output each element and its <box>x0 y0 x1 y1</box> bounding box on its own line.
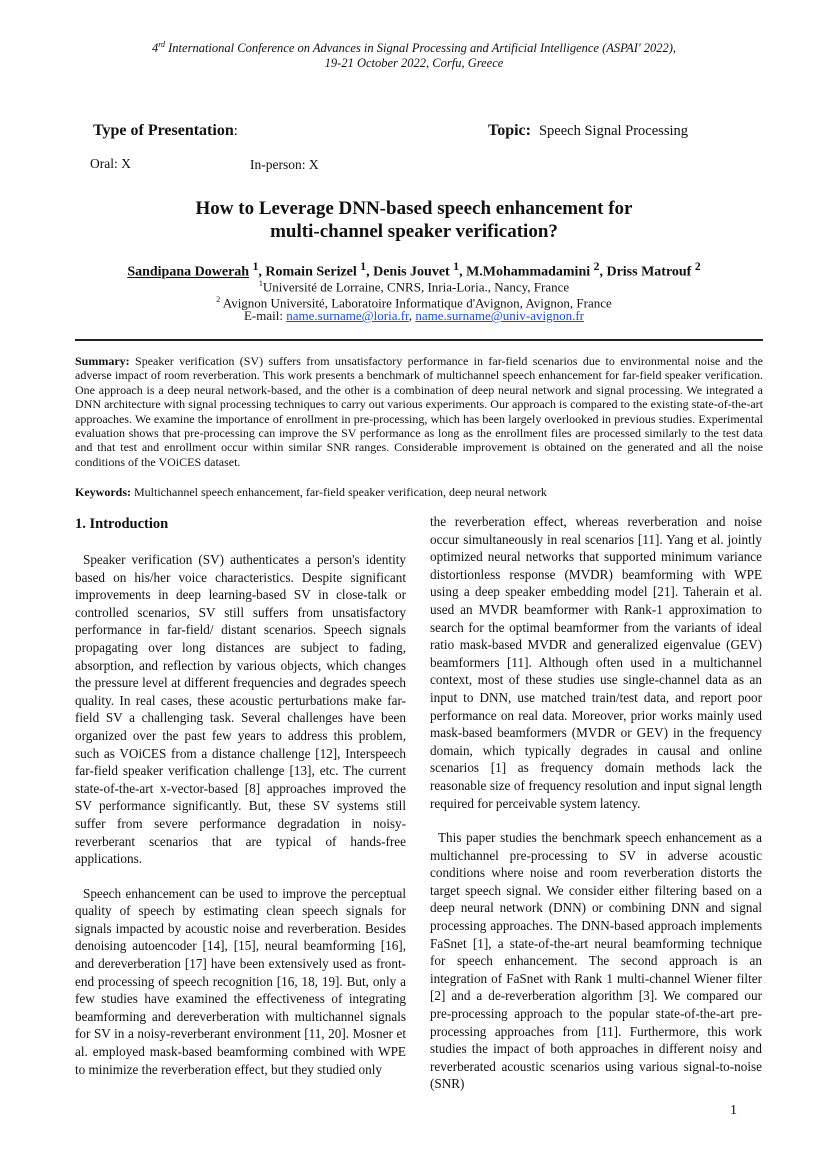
header-divider <box>75 339 763 341</box>
email-label: E-mail: <box>243 308 287 323</box>
paper-title <box>0 197 828 243</box>
paragraph: Speaker verification (SV) authenticates a person's identity based on his/her voice characteristics. Despite significant improvements in deep learning-based SV in close-talk or controlled scenarios, SV still suffers from unsatisfactory performance in far-field/ distant scenarios. Speech signals propagating over long distances are subject to fading, absorption, and reflection by various objects, which changes the pressure level at different frequencies and degrades speech quality. In real cases, these acoustic perturbations make far-field SV a challenging task. Several challenges have been organized over the past few years to address this problem, such as VOiCES from a distance challenge [12], Interspeech far-field speaker verification challenge [13], etc. The current state-of-the-art x-vector-based [8] approaches improved the SV performance significantly. But, these SV systems still suffer from severe performance degradation in noisy-reverberant scenarios that are typical of hands-free applications. <box>75 552 406 867</box>
affiliation-number: 2 <box>216 295 221 304</box>
author-name: Romain Serizel <box>265 264 357 280</box>
title-line-2: multi-channel speaker verification? <box>270 221 558 242</box>
paragraph: This paper studies the benchmark speech enhancement as a multichannel pre-processing to SV in adverse acoustic conditions where noise and room reverberation distorts the target speech signal. We consider either filtering based on a deep neural network (DNN) or combining DNN and signal processing approaches. The DNN-based approach implements FaSnet [1], a state-of-the-art neural beamforming technique for speech enhancement. The second approach is an integration of FaSnet with Rank 1 multi-channel Wiener filter [2] and a de-reverberation algorithm [3]. We compared our pre-processing approach to the popular state-of-the-art pre-processing approaches from [11]. Furthermore, this work studies the impact of both approaches in different noisy and reverberated acoustic scenarios using various signal-to-noise (SNR) <box>430 830 762 1092</box>
email-link-loria[interactable]: name.surname@loria.fr <box>286 308 409 323</box>
author-affiliation-mark: 1 <box>360 260 367 273</box>
title-line-1: How to Leverage DNN-based speech enhancement for <box>195 198 633 219</box>
topic <box>488 122 688 140</box>
oral-field: Oral: X <box>90 156 131 171</box>
summary <box>75 354 763 469</box>
ordinal-suffix: rd <box>158 40 166 49</box>
conference-ordinal: 4 <box>151 41 159 56</box>
author-name: Denis Jouvet <box>373 264 450 280</box>
paragraph: the reverberation effect, whereas reverberation and noise occur simultaneously in real scenarios [11]. Yang et al. jointly optimized neural networks that supported minimum variance distortionless response (MVDR) beamforming with WPE using a deep speaker embedding model [21]. Taherain et al. used an MVDR beamformer with Rank-1 approximation to search for the optimal beamformer from the variants of ideal ratio mask-based MVDR and generalized eigenvalue (GEV) beamformers [11]. Although often used in a multichannel context, most of these studies use single-channel data as an input to DNN, use matched train/test data, and report poor performance on real data. Moreover, prior works mainly used mask-based beamformers (MVDR or GEV) in the frequency domain, which typically degrades in causal and online scenarios [1] as frequency domain methods lack the reasonable size of frequency resolution and input signal length required for perceivable system latency. <box>430 514 762 811</box>
page-number: 1 <box>730 1103 737 1118</box>
email-link-avignon[interactable]: name.surname@univ-avignon.fr <box>415 308 585 323</box>
author-name: Sandipana Dowerah <box>127 264 250 280</box>
in-person-field: In-person: X <box>250 157 319 172</box>
affiliation-text: Avignon Université, Laboratoire Informatique d'Avignon, Avignon, France <box>222 295 612 311</box>
type-colon: : <box>233 123 238 139</box>
section-heading: 1. Introduction <box>75 516 169 532</box>
right-column <box>430 513 762 1093</box>
conference-name: International Conference on Advances in Signal Processing and Artificial Intelligence (ASPAI' 2022), <box>165 41 677 56</box>
summary-label: Summary: <box>75 354 130 368</box>
conference-line-1 <box>0 37 828 56</box>
topic-label: Topic: <box>488 122 531 139</box>
summary-text: Speaker verification (SV) suffers from unsatisfactory performance in far-field scenarios due to environmental noise and the adverse impact of room reverberation. This work presents a benchmark of multichannel speech enhancement for far-field speaker verification. One approach is a deep neural network-based, and the other is a combination of deep neural network and signal processing. We integrated a DNN architecture with signal processing techniques to carry out various experiments. Our approach is compared to the existing state-of-the-art approaches. We examine the importance of enrollment in pre-processing, which has been largely overlooked in previous studies. Experimental evaluation shows that pre-processing can improve the SV performance as long as the enrollment files are processed similarly to the test data and that test and enrollment occur within similar SNR ranges. Considerable improvement is obtained on the generated and all the noise conditions of the VOiCES dataset. <box>75 354 763 469</box>
author-name: M.Mohammadamini <box>466 264 591 280</box>
author-affiliation-mark: 1 <box>252 260 259 273</box>
conference-header <box>0 37 828 71</box>
email-line <box>0 308 828 324</box>
author-affiliation-mark: 1 <box>453 260 460 273</box>
presentation-type-label <box>93 122 238 140</box>
email-separator: , <box>408 308 416 323</box>
paragraph: Speech enhancement can be used to improve the perceptual quality of speech by estimating clean speech signals for signals impacted by acoustic noise and reverberation. Besides denoising autoencoder [14], [15], neural beamforming [16], and dereverberation [17] have been extensively used as front-end processing of speech recognition [16, 18, 19]. But, only a few studies have examined the effectiveness of integrating beamforming and dereverberation with multichannel signals for SV in a noisy-reverberant environment [11, 20]. Mosner et al. employed mask-based beamforming combined with WPE to minimize the reverberation effect, but they studied only <box>75 885 406 1077</box>
topic-value: Speech Signal Processing <box>538 123 688 139</box>
author-list: Sandipana Dowerah $^1$, Romain Serizel $^1$, Denis Jouvet $^1$, M.Mohammadamini $^2$, Driss Matrouf $^2$ <box>127 260 701 280</box>
type-label-text: Type of Presentation <box>93 122 234 139</box>
keywords-text: Multichannel speech enhancement, far-field speaker verification, deep neural network <box>131 485 547 499</box>
affiliation-number: 1 <box>258 279 263 288</box>
left-column <box>75 551 406 1078</box>
conference-dates: 19-21 October 2022, Corfu, Greece <box>324 56 504 71</box>
author-affiliation-mark: 2 <box>593 260 600 273</box>
author-name: Driss Matrouf <box>606 264 692 280</box>
author-affiliation-mark: 2 <box>694 260 701 273</box>
keywords <box>75 485 763 500</box>
keywords-label: Keywords: <box>75 485 131 499</box>
affiliation-text: Université de Lorraine, CNRS, Inria-Loria., Nancy, France <box>262 279 570 295</box>
